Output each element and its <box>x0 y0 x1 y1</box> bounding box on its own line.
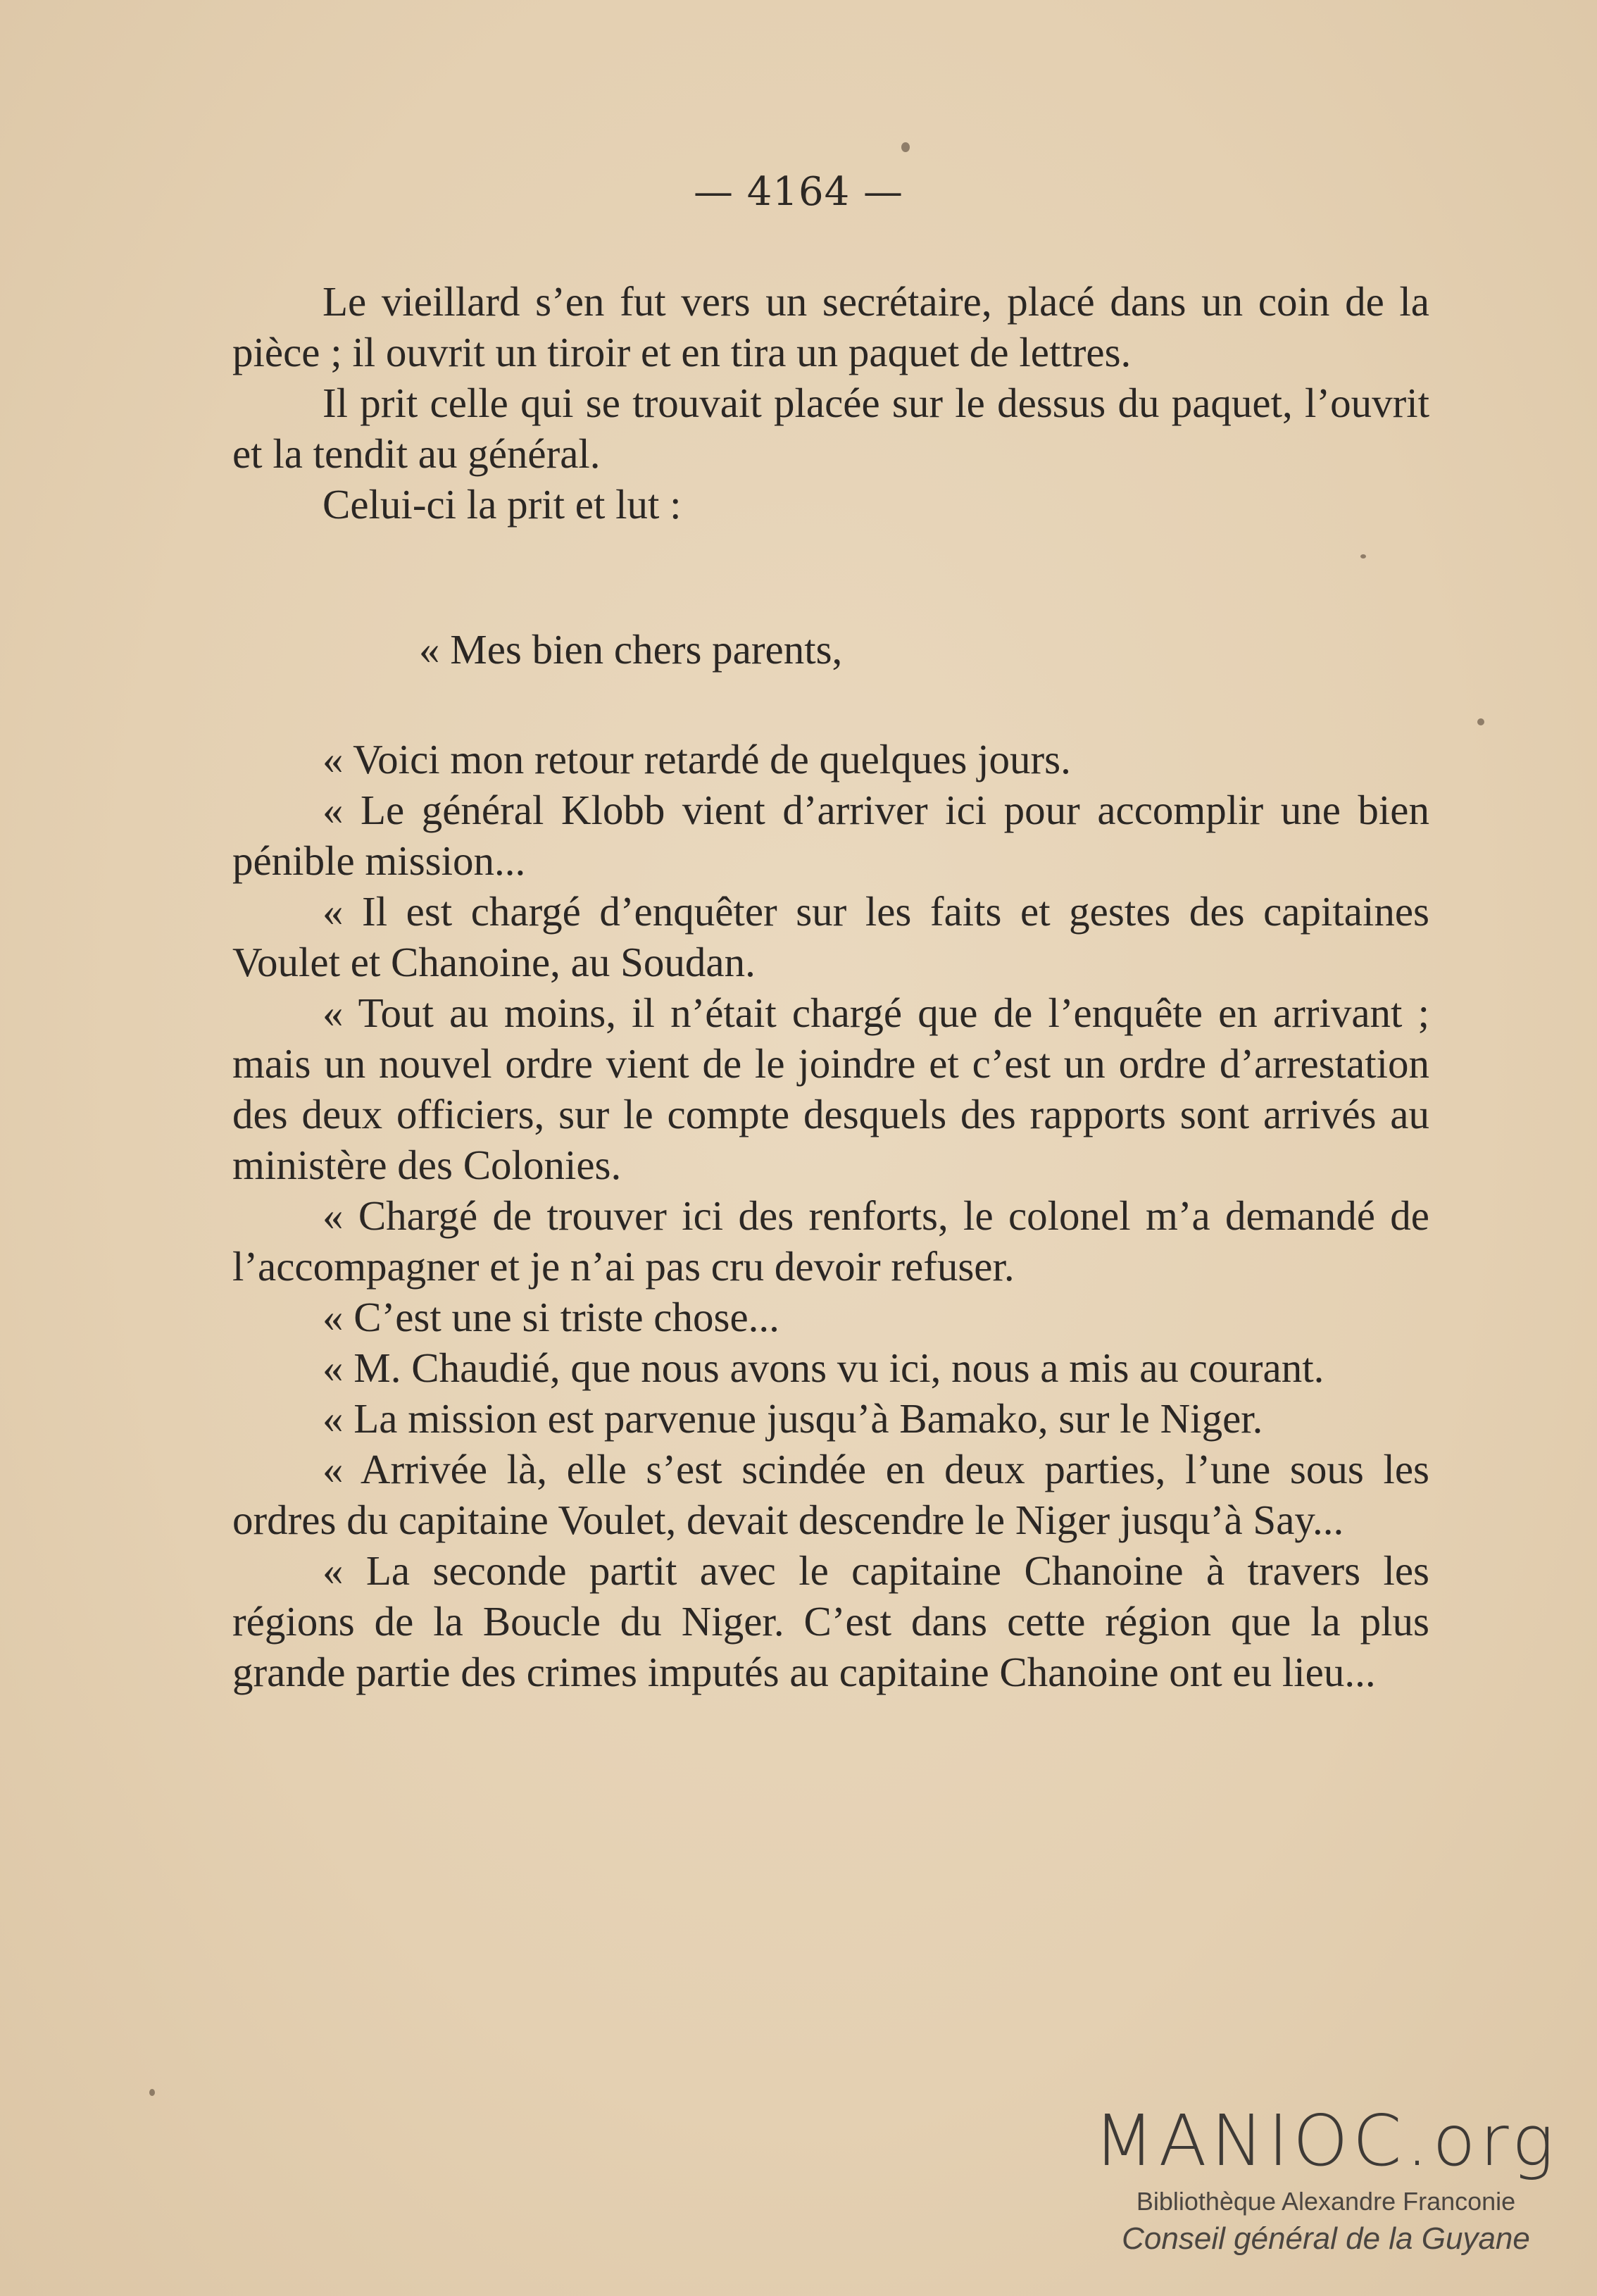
letter-paragraph: « Voici mon retour retardé de quelques jours. <box>322 736 1071 782</box>
narrative-paragraph: Celui-ci la prit et lut : <box>322 481 682 528</box>
council-credit: Conseil général de la Guyane <box>1122 2221 1530 2256</box>
letter-body <box>232 734 1429 1697</box>
page-body <box>232 276 1429 1697</box>
page-number: — 4164 — <box>693 169 904 215</box>
letter-paragraph: « La mission est parvenue jusqu’à Bamako, sur le Niger. <box>322 1395 1263 1442</box>
letter-paragraph: « Arrivée là, elle s’est scindée en deux parties, l’une sous les ordres du capitaine Voulet, devait descendre le Niger jusqu’à Say... <box>232 1446 1429 1543</box>
letter-paragraph: « Il est chargé d’enquêter sur les faits et gestes des capitaines Voulet et Chanoine, au Soudan. <box>232 888 1429 985</box>
letter-paragraph: « Chargé de trouver ici des renforts, le colonel m’a demandé de l’accompagner et je n’ai pas cru devoir refuser. <box>232 1192 1429 1290</box>
manioc-logo: MANIOC.org <box>1094 2100 1558 2182</box>
letter-paragraph: « La seconde partit avec le capitaine Chanoine à travers les régions de la Boucle du Niger. C’est dans cette région que la plus grande partie des crimes imputés au capitaine Chanoine ont eu lieu... <box>232 1547 1429 1695</box>
letter-paragraph: « M. Chaudié, que nous avons vu ici, nous a mis au courant. <box>322 1344 1324 1391</box>
narrative-paragraph: Le vieillard s’en fut vers un secrétaire, placé dans un coin de la pièce ; il ouvrit un tiroir et en tira un paquet de lettres. <box>232 278 1429 375</box>
ink-speck <box>1477 718 1484 725</box>
letter-paragraph: « Le général Klobb vient d’arriver ici pour accomplir une bien pénible mission... <box>232 787 1429 884</box>
letter-paragraph: « C’est une si triste chose... <box>322 1294 779 1340</box>
narrative-paragraph: Il prit celle qui se trouvait placée sur le dessus du paquet, l’ouvrit et la tendit au général. <box>232 380 1429 477</box>
library-credit: Bibliothèque Alexandre Franconie <box>1136 2187 1516 2216</box>
letter-paragraph: « Tout au moins, il n’était chargé que de l’enquête en arrivant ; mais un nouvel ordre vient de le joindre et c’est un ordre d’arrestation des deux officiers, sur le compte desquels des rapports sont arrivés au ministère des Colonies. <box>232 990 1429 1188</box>
ink-speck <box>901 142 910 152</box>
ink-speck <box>149 2089 155 2096</box>
letter-salutation: « Mes bien chers parents, <box>419 626 843 673</box>
manioc-watermark <box>1065 2100 1558 2259</box>
